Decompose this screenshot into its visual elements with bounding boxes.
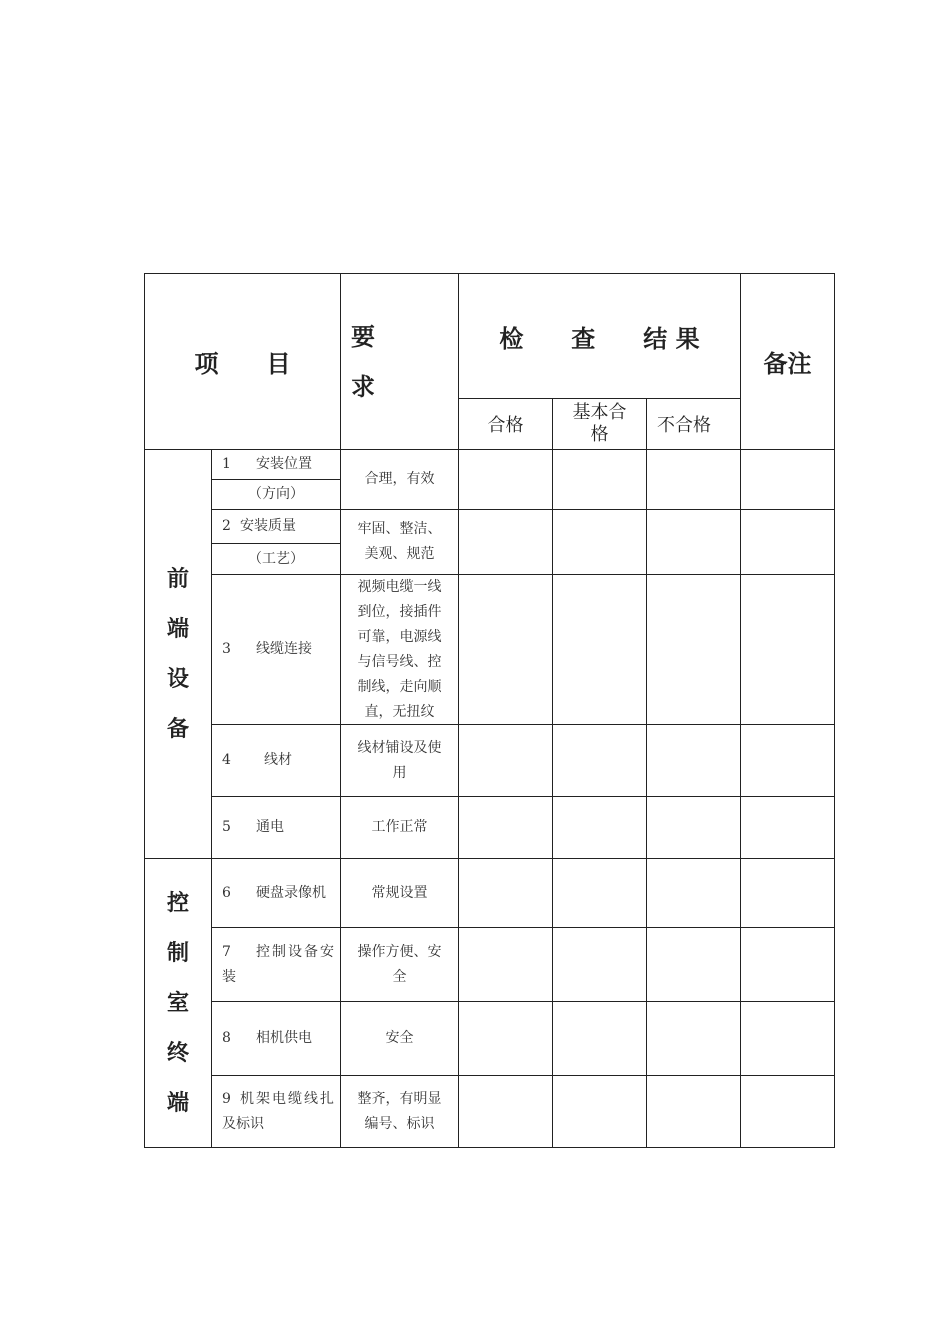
group-char: 室 [166, 990, 189, 1016]
row-number: 3 [222, 641, 231, 657]
row-item-label: 控制设备安 [256, 943, 334, 960]
table-line [144, 1147, 835, 1148]
group-char: 备 [166, 716, 189, 742]
row-requirement-line: 牢固、整洁、 [357, 521, 442, 537]
row-number: 2 [222, 518, 231, 534]
row-7-item [212, 928, 340, 1001]
row-requirement-line: 安全 [385, 1030, 414, 1046]
header-item [145, 274, 340, 449]
row-item-sub: （工艺） [248, 550, 304, 567]
row-6-requirement [341, 859, 458, 927]
row-requirement-line: 用 [392, 764, 407, 781]
row-item-label: 线缆连接 [256, 641, 312, 657]
header-pass [459, 399, 552, 449]
header-requirement [341, 274, 458, 449]
header-basic-pass [553, 399, 646, 449]
row-requirement-line: 与信号线、控 [357, 653, 442, 670]
group-char: 制 [166, 940, 189, 966]
row-number: 9 [222, 1090, 231, 1107]
row-4-requirement [341, 725, 458, 796]
row-7-requirement [341, 928, 458, 1001]
header-result-label: 检 查 结 果 [499, 323, 700, 353]
header-requirement-line1: 要 [351, 321, 375, 351]
row-2-requirement [341, 510, 458, 574]
group-char: 前 [166, 566, 189, 592]
group-char: 终 [166, 1040, 189, 1066]
header-basic-pass-line1: 基本合 [572, 402, 627, 423]
header-result [459, 274, 740, 398]
row-9-requirement [341, 1076, 458, 1147]
row-item-line2: 装 [222, 968, 236, 985]
row-4-item [212, 725, 340, 796]
row-8-requirement [341, 1002, 458, 1075]
row-item-line2: 及标识 [222, 1115, 264, 1132]
row-requirement-line: 到位，接插件 [357, 603, 442, 620]
header-requirement-line2: 求 [351, 371, 375, 401]
row-requirement-line: 整齐，有明显 [357, 1090, 442, 1107]
inspection-table [144, 273, 835, 1148]
row-requirement-line: 合理，有效 [364, 471, 435, 487]
row-requirement-line: 操作方便、安 [357, 943, 442, 960]
row-3-item [212, 575, 340, 724]
row-requirement-line: 视频电缆一线 [357, 578, 442, 595]
row-number: 8 [222, 1030, 231, 1046]
row-requirement-line: 常规设置 [371, 884, 428, 901]
table-line [834, 273, 835, 1148]
row-requirement-line: 全 [392, 968, 407, 985]
header-remark [741, 274, 834, 449]
row-number: 1 [222, 456, 231, 472]
row-5-item [212, 797, 340, 858]
row-5-requirement [341, 797, 458, 858]
row-number: 4 [222, 752, 231, 768]
group-char: 端 [166, 1090, 189, 1116]
table-line [646, 398, 647, 1148]
row-requirement-line: 制线，走向顺 [357, 678, 442, 695]
header-pass-label: 合格 [487, 415, 524, 436]
group-char: 控 [166, 890, 189, 916]
row-6-item [212, 859, 340, 927]
group-front-equipment [145, 450, 211, 858]
row-requirement-line: 可靠，电源线 [357, 628, 442, 645]
header-fail-label: 不合格 [657, 415, 711, 436]
group-char: 设 [166, 666, 189, 692]
group-char: 端 [166, 616, 189, 642]
row-item-sub: （方向） [248, 486, 304, 502]
row-requirement-line: 工作正常 [371, 819, 428, 835]
row-item-label: 线材 [264, 752, 292, 768]
row-requirement-line: 直，无扭纹 [364, 703, 435, 720]
row-8-item [212, 1002, 340, 1075]
row-1-item [212, 450, 340, 479]
header-basic-pass-line2: 格 [590, 424, 609, 445]
header-remark-label: 备注 [763, 349, 812, 378]
row-item-label: 机架电缆线扎 [240, 1090, 334, 1107]
table-line [552, 398, 553, 1148]
row-number: 7 [222, 943, 231, 960]
row-item-label: 相机供电 [256, 1030, 312, 1046]
row-item-label: 硬盘录像机 [256, 884, 326, 901]
row-requirement-line: 美观、规范 [364, 546, 435, 562]
row-9-item [212, 1076, 340, 1147]
row-item-label: 安装位置 [256, 456, 312, 472]
row-item-label: 通电 [256, 819, 284, 835]
header-item-label: 项 目 [194, 349, 291, 378]
row-requirement-line: 编号、标识 [364, 1115, 435, 1132]
row-item-label: 安装质量 [240, 518, 296, 534]
row-1-requirement [341, 450, 458, 509]
row-1-item-sub [212, 480, 340, 509]
row-requirement-line: 线材铺设及使 [357, 739, 442, 756]
row-3-requirement [341, 575, 458, 724]
row-number: 6 [222, 884, 231, 901]
row-number: 5 [222, 819, 231, 835]
group-control-room [145, 859, 211, 1147]
row-2-item [212, 510, 340, 543]
header-fail [647, 399, 740, 449]
row-2-item-sub [212, 544, 340, 574]
